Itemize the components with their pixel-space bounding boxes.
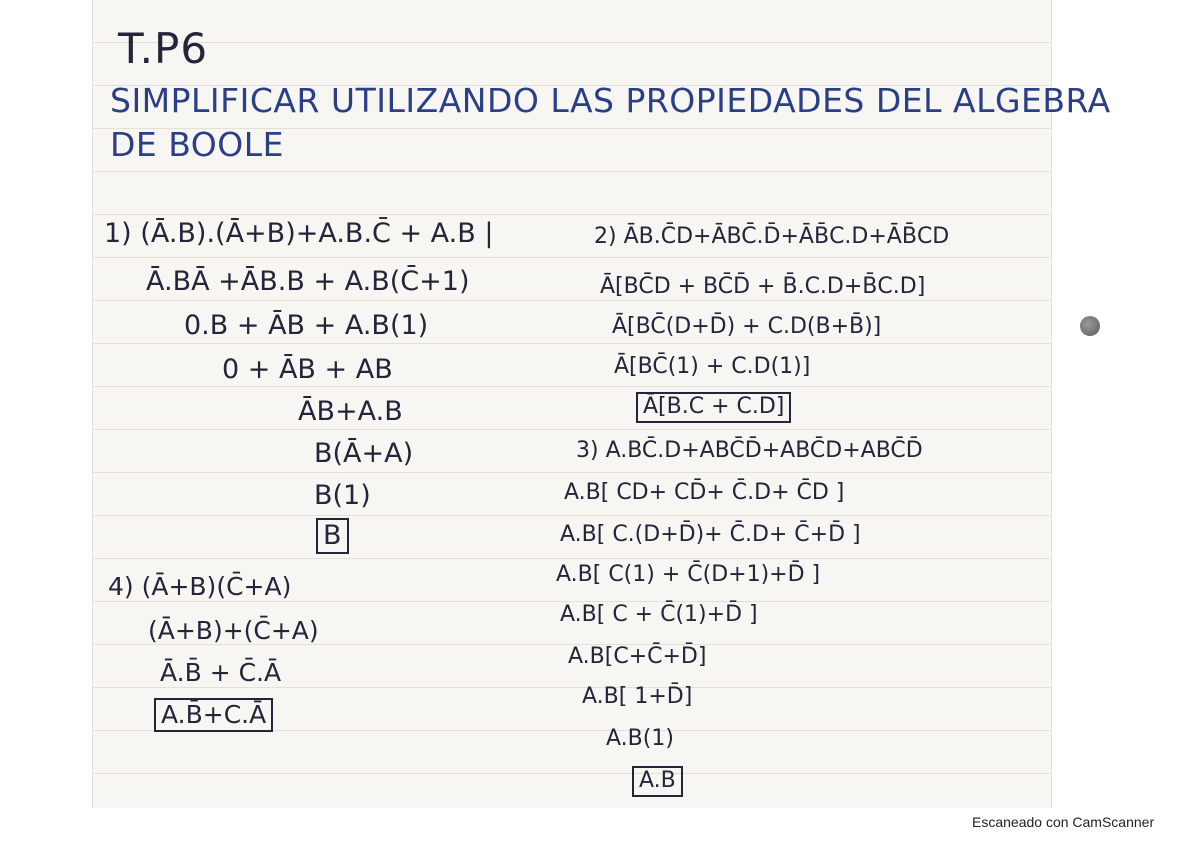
problem-3-step: A.B[ CD+ CD̄+ C̄.D+ C̄D ]: [564, 480, 845, 505]
problem-3-result: A.B: [632, 766, 683, 797]
problem-1-step: ĀB+A.B: [298, 396, 403, 427]
problem-3-statement: 3) A.BC̄.D+ABC̄D̄+ABC̄D+ABC̄D̄: [576, 438, 923, 463]
problem-1-step: 0.B + ĀB + A.B(1): [184, 310, 429, 341]
problem-2-statement: 2) ĀB.C̄D+ĀBC̄.D̄+ĀB̄C.D+ĀB̄CD: [594, 224, 950, 249]
problem-3-step: A.B(1): [606, 726, 674, 751]
problem-4-step: (Ā+B)+(C̄+A): [148, 616, 319, 645]
problem-4-step: Ā.B̄ + C̄.Ā: [160, 658, 282, 687]
problem-4-statement: 4) (Ā+B)(C̄+A): [108, 572, 292, 601]
problem-3-step: A.B[ C.(D+D̄)+ C̄.D+ C̄+D̄ ]: [560, 522, 861, 547]
problem-1-step: 0 + ĀB + AB: [222, 354, 393, 385]
problem-1-step: B(1): [314, 480, 371, 511]
problem-2-step: Ā[BC̄(D+D̄) + C.D(B+B̄)]: [612, 314, 882, 339]
problem-1-step: Ā.BĀ +ĀB.B + A.B(C̄+1): [146, 266, 470, 297]
binder-hole: [1080, 316, 1100, 336]
problem-3-step: A.B[ 1+D̄]: [582, 684, 693, 709]
problem-2-result: Ā[B.C̄ + C.D]: [636, 392, 791, 423]
heading-line-1: SIMPLIFICAR UTILIZANDO LAS PROPIEDADES DEL ALGEBRA: [110, 81, 1111, 120]
problem-1-result: B: [316, 518, 349, 554]
page-title: T.P6: [118, 24, 209, 73]
heading-line-2: DE BOOLE: [110, 125, 284, 164]
camscanner-watermark: Escaneado con CamScanner: [972, 814, 1155, 830]
problem-2-step: Ā[BC̄D + BC̄D̄ + B̄.C.D+B̄C.D]: [600, 274, 926, 299]
problem-1-step: B(Ā+A): [314, 438, 414, 469]
problem-1-statement: 1) (Ā.B).(Ā+B)+A.B.C̄ + A.B |: [104, 218, 494, 249]
problem-2-step: Ā[BC̄(1) + C.D(1)]: [614, 354, 811, 379]
problem-3-step: A.B[ C + C̄(1)+D̄ ]: [560, 602, 758, 627]
problem-3-step: A.B[ C(1) + C̄(D+1)+D̄ ]: [556, 562, 821, 587]
problem-4-result: A.B̄+C.Ā: [154, 698, 273, 732]
problem-3-step: A.B[C+C̄+D̄]: [568, 644, 707, 669]
